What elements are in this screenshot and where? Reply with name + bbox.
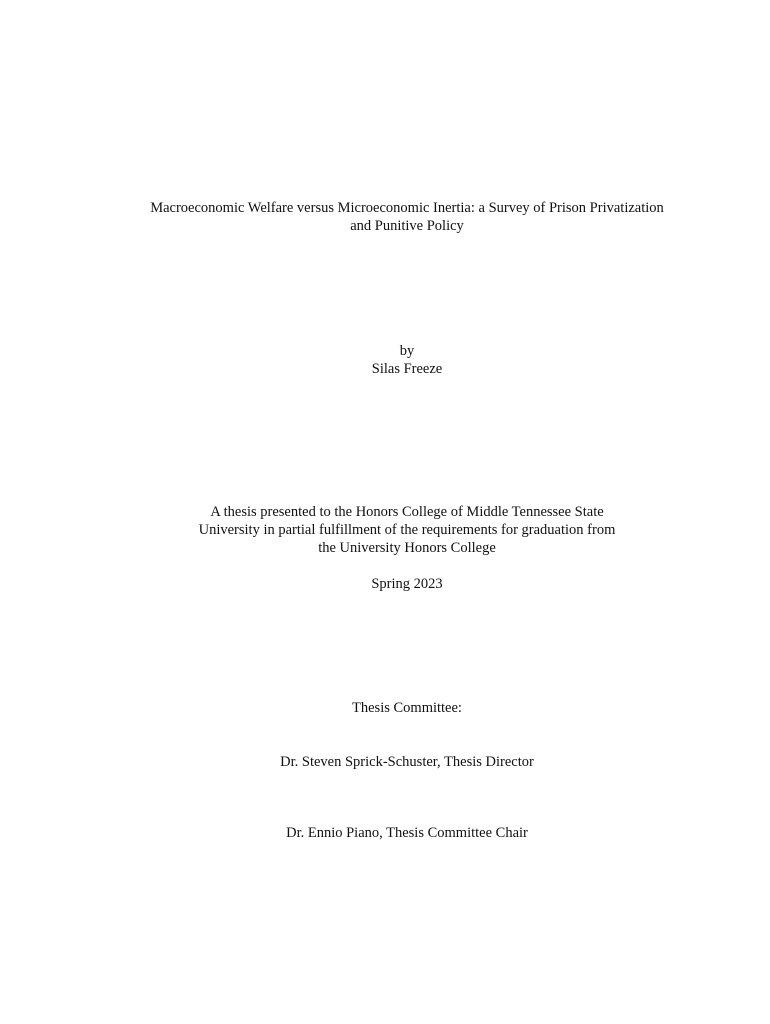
thesis-statement-line-1: A thesis presented to the Honors College of Middle Tennessee State [210,504,604,520]
committee-heading: Thesis Committee: [352,700,462,716]
thesis-title-line-2: and Punitive Policy [350,218,464,234]
thesis-statement-line-3: the University Honors College [318,540,496,556]
thesis-title-line-1: Macroeconomic Welfare versus Microeconomic Inertia: a Survey of Prison Privatization [150,200,664,216]
thesis-statement-line-2: University in partial fulfillment of the requirements for graduation from [198,522,616,538]
submission-date: Spring 2023 [371,576,443,592]
committee-member-director: Dr. Steven Sprick-Schuster, Thesis Director [280,754,534,770]
committee-member-chair: Dr. Ennio Piano, Thesis Committee Chair [286,825,528,841]
author-name: Silas Freeze [371,361,443,377]
by-label: by [399,343,415,359]
